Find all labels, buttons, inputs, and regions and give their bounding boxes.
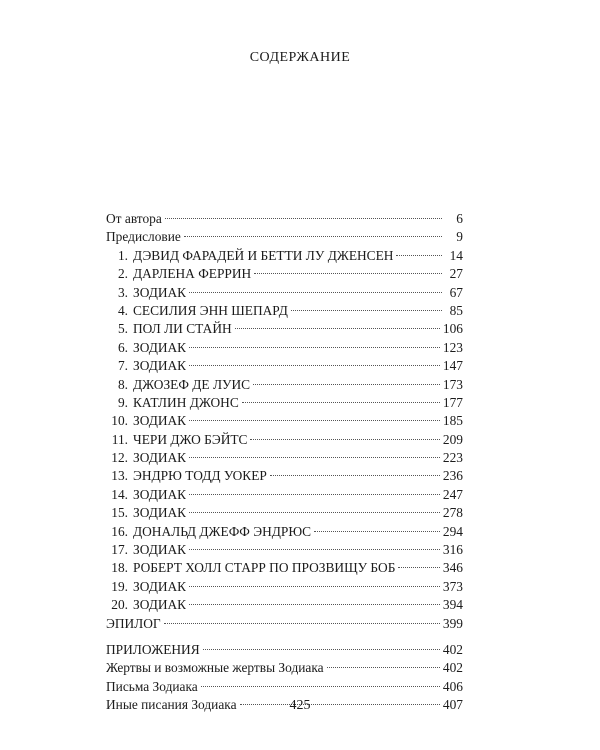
dot-leader bbox=[270, 475, 440, 476]
dot-leader bbox=[398, 567, 440, 568]
entry-title: ЭПИЛОГ bbox=[106, 615, 161, 631]
entry-page-number: 6 bbox=[456, 211, 463, 226]
entry-page-number: 394 bbox=[442, 597, 463, 613]
entry-page-number: 407 bbox=[442, 697, 463, 713]
toc-entry bbox=[106, 578, 463, 596]
toc-entry bbox=[106, 678, 463, 696]
entry-page-number: 9 bbox=[456, 229, 463, 245]
entry-title: ДЭВИД ФАРАДЕЙ И БЕТТИ ЛУ ДЖЕНСЕН bbox=[133, 247, 394, 263]
entry-title: ЗОДИАК bbox=[133, 542, 187, 558]
dot-leader bbox=[242, 402, 440, 403]
entry-page-number: 278 bbox=[442, 505, 463, 521]
dot-leader bbox=[189, 604, 440, 605]
entry-page-number: 209 bbox=[442, 431, 463, 447]
entry-title: ЭНДРЮ ТОДД УОКЕР bbox=[133, 468, 267, 484]
table-of-contents bbox=[106, 210, 463, 715]
entry-title: Жертвы и возможные жертвы Зодиака bbox=[106, 660, 324, 676]
chapter-number: 10. bbox=[111, 413, 128, 429]
chapter-number: 6. bbox=[117, 339, 128, 355]
entry-title: ЗОДИАК bbox=[133, 339, 187, 355]
chapter-number: 3. bbox=[117, 284, 128, 300]
chapter-number: 14. bbox=[111, 486, 128, 502]
dot-leader bbox=[164, 623, 440, 624]
dot-leader bbox=[314, 531, 440, 532]
entry-title: ЗОДИАК bbox=[133, 284, 187, 300]
dot-leader bbox=[327, 667, 440, 668]
entry-page-number: 67 bbox=[449, 284, 463, 300]
toc-entry bbox=[106, 284, 463, 302]
toc-entry bbox=[106, 357, 463, 375]
chapter-number: 18. bbox=[111, 560, 128, 576]
chapter-number: 20. bbox=[111, 597, 128, 613]
toc-entry bbox=[106, 559, 463, 577]
chapter-number: 9. bbox=[117, 394, 128, 410]
toc-entry bbox=[106, 615, 463, 633]
dot-leader bbox=[291, 310, 442, 311]
chapter-number: 2. bbox=[117, 266, 128, 282]
dot-leader bbox=[189, 457, 440, 458]
toc-entry bbox=[106, 339, 463, 357]
entry-title: ЗОДИАК bbox=[133, 597, 187, 613]
toc-entry bbox=[106, 394, 463, 412]
toc-entry bbox=[106, 504, 463, 522]
dot-leader bbox=[189, 512, 440, 513]
entry-title: ДОНАЛЬД ДЖЕФФ ЭНДРЮС bbox=[133, 523, 312, 539]
dot-leader bbox=[189, 420, 440, 421]
chapter-number: 19. bbox=[111, 578, 128, 594]
entry-page-number: 346 bbox=[442, 560, 463, 576]
dot-leader bbox=[250, 439, 439, 440]
dot-leader bbox=[189, 347, 440, 348]
toc-entry bbox=[106, 210, 463, 228]
dot-leader bbox=[189, 494, 440, 495]
entry-title: ЗОДИАК bbox=[133, 413, 187, 429]
dot-leader bbox=[203, 649, 440, 650]
entry-page-number: 316 bbox=[442, 542, 463, 558]
dot-leader bbox=[189, 549, 440, 550]
entry-title: КАТЛИН ДЖОНС bbox=[133, 394, 239, 410]
toc-entry bbox=[106, 467, 463, 485]
dot-leader bbox=[189, 586, 440, 587]
dot-leader bbox=[396, 255, 442, 256]
entry-title: ЗОДИАК bbox=[133, 450, 187, 466]
chapter-number: 5. bbox=[117, 321, 128, 337]
dot-leader bbox=[254, 273, 442, 274]
entry-title: Иные писания Зодиака bbox=[106, 697, 237, 713]
page-number: 425 bbox=[289, 698, 311, 713]
chapter-number: 11. bbox=[111, 431, 128, 447]
toc-entry bbox=[106, 265, 463, 283]
entry-page-number: 85 bbox=[449, 302, 463, 318]
entry-title: ДЖОЗЕФ ДЕ ЛУИС bbox=[133, 376, 251, 392]
entry-title: ЧЕРИ ДЖО БЭЙТС bbox=[133, 431, 248, 447]
entry-title: СЕСИЛИЯ ЭНН ШЕПАРД bbox=[133, 302, 288, 318]
toc-entry bbox=[106, 641, 463, 659]
dot-leader bbox=[253, 384, 440, 385]
toc-main-section bbox=[106, 210, 463, 633]
toc-entry bbox=[106, 449, 463, 467]
chapter-number: 13. bbox=[111, 468, 128, 484]
page-title: СОДЕРЖАНИЕ bbox=[249, 50, 351, 65]
entry-page-number: 247 bbox=[442, 486, 463, 502]
entry-page-number: 236 bbox=[442, 468, 463, 484]
chapter-number: 1. bbox=[117, 247, 128, 263]
entry-page-number: 402 bbox=[442, 641, 463, 657]
toc-entry bbox=[106, 228, 463, 246]
toc-entry bbox=[106, 247, 463, 265]
toc-entry bbox=[106, 431, 463, 449]
entry-page-number: 223 bbox=[442, 450, 463, 466]
toc-entry bbox=[106, 376, 463, 394]
entry-title: ЗОДИАК bbox=[133, 486, 187, 502]
entry-page-number: 185 bbox=[442, 413, 463, 429]
entry-page-number: 402 bbox=[442, 660, 463, 676]
toc-entry bbox=[106, 412, 463, 430]
entry-title: ЗОДИАК bbox=[133, 358, 187, 374]
dot-leader bbox=[189, 365, 440, 366]
entry-page-number: 123 bbox=[442, 339, 463, 355]
entry-page-number: 294 bbox=[442, 523, 463, 539]
chapter-number: 8. bbox=[117, 376, 128, 392]
toc-entry bbox=[106, 302, 463, 320]
section-gap bbox=[106, 633, 463, 641]
entry-title: РОБЕРТ ХОЛЛ СТАРР ПО ПРОЗВИЩУ БОБ bbox=[133, 560, 396, 576]
entry-title: Письма Зодиака bbox=[106, 678, 198, 694]
chapter-number: 7. bbox=[117, 358, 128, 374]
dot-leader bbox=[201, 686, 440, 687]
entry-page-number: 173 bbox=[442, 376, 463, 392]
chapter-number: 16. bbox=[111, 523, 128, 539]
entry-page-number: 399 bbox=[442, 615, 463, 631]
chapter-number: 12. bbox=[111, 450, 128, 466]
entry-page-number: 373 bbox=[442, 578, 463, 594]
chapter-number: 4. bbox=[117, 302, 128, 318]
chapter-number: 15. bbox=[111, 505, 128, 521]
entry-page-number: 406 bbox=[442, 678, 463, 694]
toc-entry bbox=[106, 596, 463, 614]
entry-title: ДАРЛЕНА ФЕРРИН bbox=[133, 266, 252, 282]
entry-page-number: 106 bbox=[442, 321, 463, 337]
dot-leader bbox=[165, 218, 442, 219]
entry-page-number: 27 bbox=[449, 266, 463, 282]
entry-title: ЗОДИАК bbox=[133, 505, 187, 521]
entry-title: ЗОДИАК bbox=[133, 578, 187, 594]
entry-page-number: 147 bbox=[442, 358, 463, 374]
toc-entry bbox=[106, 523, 463, 541]
dot-leader bbox=[184, 236, 442, 237]
entry-title: ПОЛ ЛИ СТАЙН bbox=[133, 321, 232, 337]
toc-entry bbox=[106, 659, 463, 677]
toc-entry bbox=[106, 320, 463, 338]
chapter-number: 17. bbox=[111, 542, 128, 558]
toc-entry bbox=[106, 541, 463, 559]
entry-title: От автора bbox=[106, 211, 162, 226]
dot-leader bbox=[235, 328, 440, 329]
entry-page-number: 177 bbox=[442, 394, 463, 410]
entry-title: Предисловие bbox=[106, 229, 181, 245]
toc-entry bbox=[106, 486, 463, 504]
dot-leader bbox=[189, 292, 442, 293]
entry-title: ПРИЛОЖЕНИЯ bbox=[106, 641, 200, 657]
entry-page-number: 14 bbox=[449, 247, 463, 263]
